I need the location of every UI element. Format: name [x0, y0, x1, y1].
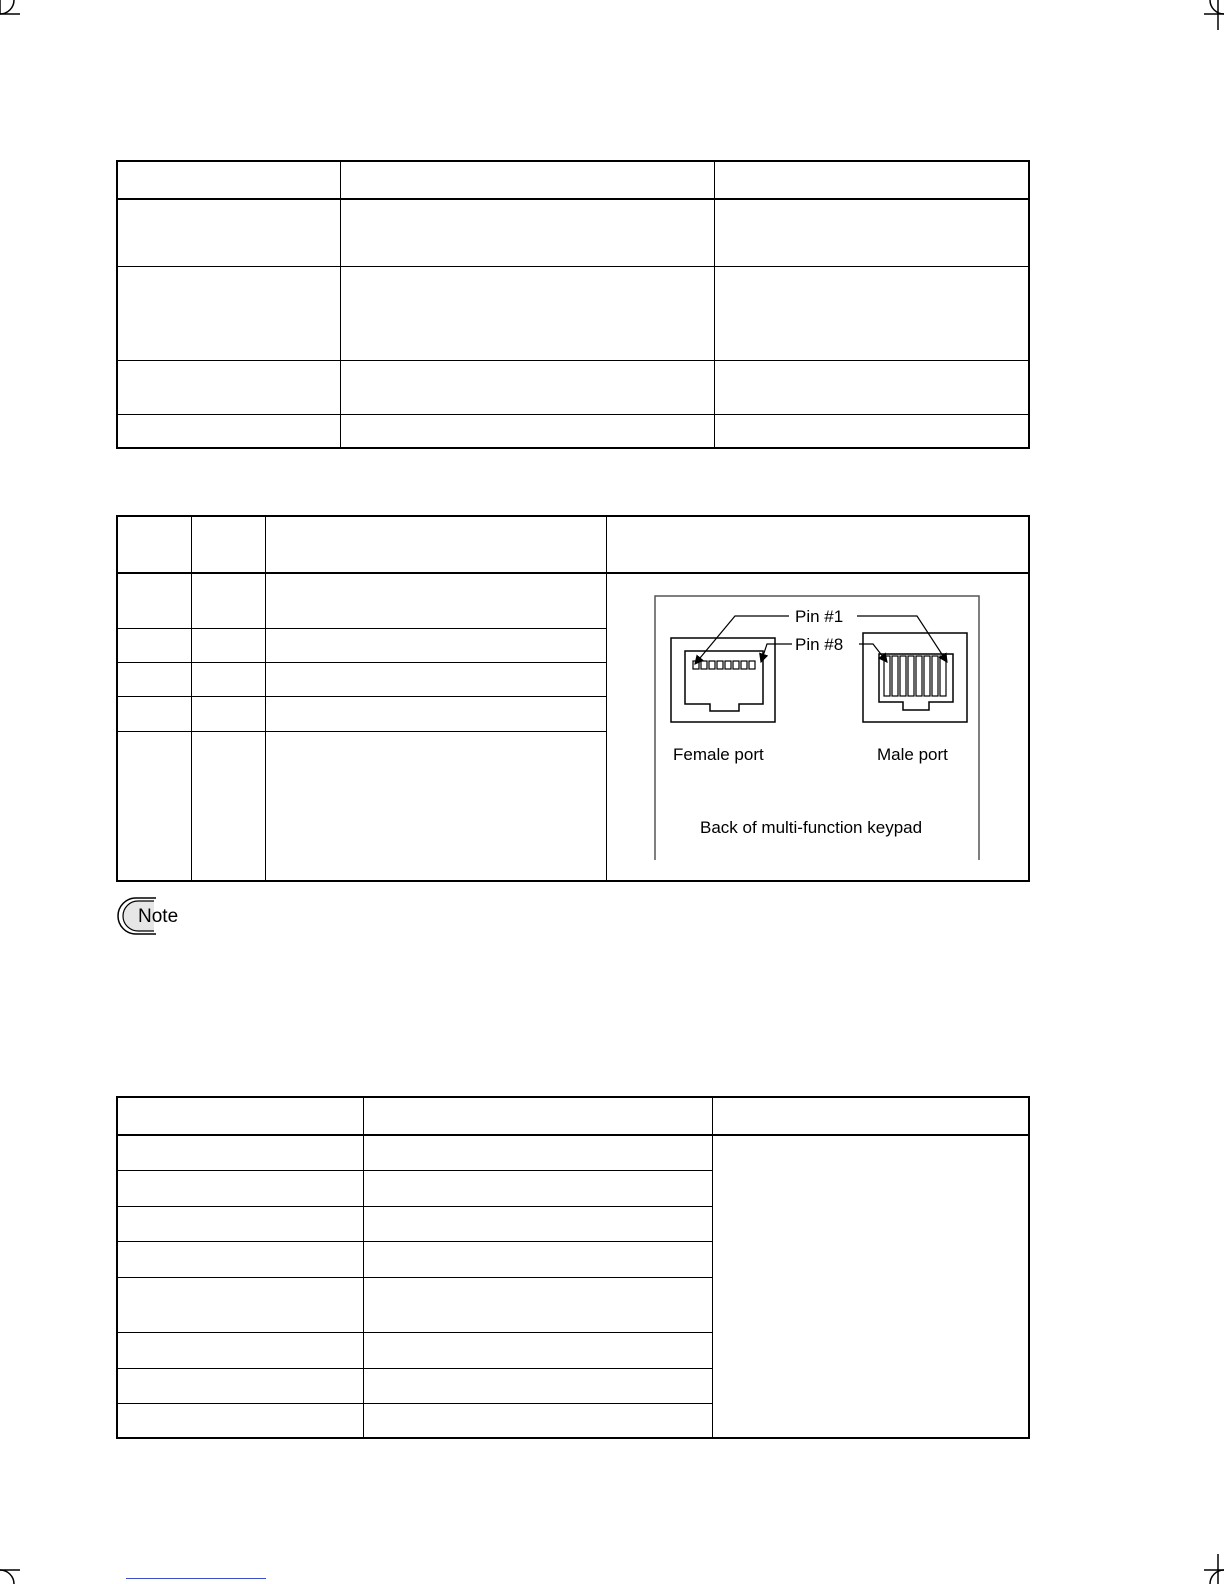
- table-row: [117, 199, 1029, 266]
- crop-mark-top-left-icon: [0, 0, 30, 30]
- footer-link-underline[interactable]: [126, 1578, 266, 1579]
- pin-assignment-table: [116, 515, 1030, 882]
- table-row: [117, 1135, 1029, 1170]
- note-label: Note: [138, 906, 179, 927]
- table-row: [117, 573, 1029, 628]
- table-header-row: [117, 516, 1029, 573]
- diagram-caption: Back of multi-function keypad: [699, 818, 922, 837]
- note-badge-icon: [116, 895, 188, 942]
- crop-mark-bottom-left-icon: [0, 1554, 30, 1584]
- connector-diagram: [607, 574, 1031, 880]
- connector-diagram-cell: [606, 573, 1029, 881]
- table-row: [117, 360, 1029, 414]
- spec-table-1: [116, 160, 1030, 449]
- pin8-label: Pin #8: [794, 635, 843, 654]
- crop-mark-top-right-icon: [1194, 0, 1224, 30]
- male-port-label: Male port: [876, 745, 948, 764]
- spec-table-3: [116, 1096, 1030, 1439]
- female-port-label: Female port: [672, 745, 764, 764]
- female-port-icon: [671, 638, 775, 722]
- table-header-row: [117, 1097, 1029, 1135]
- table-header-row: [117, 161, 1029, 199]
- crop-mark-bottom-right-icon: [1194, 1554, 1224, 1584]
- table-row: [117, 414, 1029, 448]
- table-row: [117, 266, 1029, 360]
- pin1-label: Pin #1: [794, 607, 843, 626]
- male-port-icon: [863, 633, 967, 722]
